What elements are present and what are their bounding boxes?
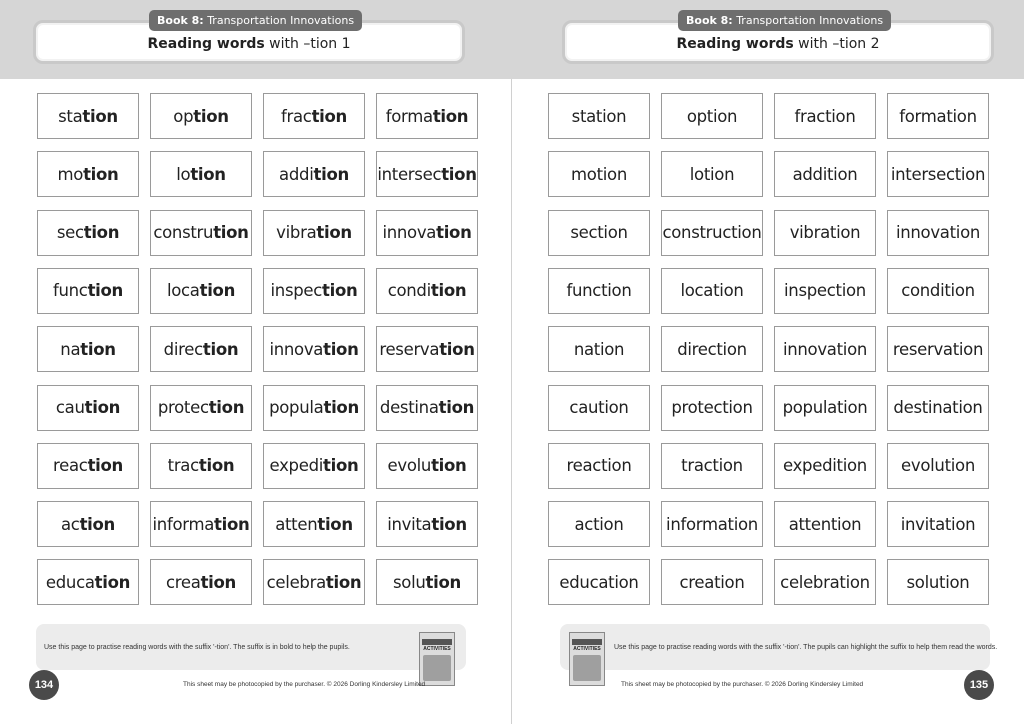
word-card xyxy=(887,326,989,372)
word-text: protection xyxy=(671,398,753,417)
teacher-note-box xyxy=(560,624,998,670)
word-card xyxy=(376,326,478,372)
word-card xyxy=(548,268,650,314)
word-card xyxy=(37,559,139,605)
word-suffix: tion xyxy=(431,456,467,476)
word-card xyxy=(150,559,252,605)
word-text: population xyxy=(782,398,868,417)
word-text: education xyxy=(559,572,639,592)
word-card xyxy=(376,210,478,256)
word-card xyxy=(774,501,876,547)
word-card xyxy=(548,210,650,256)
word-suffix: tion xyxy=(439,339,475,359)
word-suffix: tion xyxy=(83,164,119,184)
word-suffix: tion xyxy=(441,164,477,184)
word-card xyxy=(887,151,989,197)
word-card xyxy=(887,443,989,489)
word-stem: condi xyxy=(387,281,431,301)
word-text: evolution xyxy=(901,456,975,476)
book-tab xyxy=(149,10,362,31)
word-stem: reac xyxy=(53,456,88,476)
word-stem: innova xyxy=(269,339,324,359)
word-card xyxy=(376,151,478,197)
word-card xyxy=(887,210,989,256)
word-suffix: tion xyxy=(83,223,120,243)
word-text: option xyxy=(686,106,738,126)
word-text: innovation xyxy=(782,339,868,359)
word-card xyxy=(37,93,139,139)
word-text: invitation xyxy=(900,514,976,534)
word-card xyxy=(774,210,876,256)
word-stem: sta xyxy=(58,106,83,126)
word-stem: innova xyxy=(382,223,437,243)
word-card xyxy=(548,326,650,372)
word-card xyxy=(887,501,989,547)
word-text: action xyxy=(574,514,624,534)
book-tab xyxy=(678,10,891,31)
word-text: traction xyxy=(681,456,743,476)
word-suffix: tion xyxy=(317,514,353,534)
word-stem: cau xyxy=(55,398,85,417)
word-text: expedition xyxy=(783,456,867,476)
word-card xyxy=(376,559,478,605)
word-card xyxy=(774,559,876,605)
word-stem: reserva xyxy=(379,339,440,359)
word-stem: informa xyxy=(152,514,215,534)
word-card xyxy=(661,443,763,489)
word-suffix: tion xyxy=(323,398,359,417)
word-stem: solu xyxy=(393,572,426,592)
word-stem: trac xyxy=(167,456,199,476)
word-text: inspection xyxy=(784,281,866,301)
word-suffix: tion xyxy=(84,398,121,417)
word-card xyxy=(150,501,252,547)
word-stem: direc xyxy=(163,339,203,359)
teacher-note-box xyxy=(36,624,466,670)
word-card xyxy=(150,151,252,197)
word-suffix: tion xyxy=(208,398,245,417)
word-card xyxy=(661,559,763,605)
word-text: reservation xyxy=(892,339,984,359)
word-card xyxy=(887,559,989,605)
word-text: celebration xyxy=(780,572,870,592)
word-stem: vibra xyxy=(276,223,317,243)
word-text: nation xyxy=(573,339,625,359)
word-text: motion xyxy=(571,164,627,184)
word-card xyxy=(774,151,876,197)
word-card xyxy=(263,559,365,605)
word-suffix: tion xyxy=(436,223,472,243)
word-suffix: tion xyxy=(193,106,229,126)
word-suffix: tion xyxy=(322,281,358,301)
word-text: destination xyxy=(893,398,983,417)
word-card xyxy=(150,93,252,139)
page-number: 135 xyxy=(964,670,994,700)
copyright-footer: This sheet may be photocopied by the purchaser. © 2026 Dorling Kindersley Limited xyxy=(183,681,426,688)
word-card xyxy=(548,93,650,139)
word-text: solution xyxy=(906,572,970,592)
word-card xyxy=(661,93,763,139)
word-stem: addi xyxy=(279,164,314,184)
word-stem: loca xyxy=(166,281,200,301)
cover-title: ACTIVITIES xyxy=(423,646,451,652)
word-card xyxy=(150,385,252,431)
word-card xyxy=(661,385,763,431)
word-text: intersection xyxy=(890,164,986,184)
word-suffix: tion xyxy=(79,514,116,534)
word-stem: protec xyxy=(157,398,209,417)
word-card xyxy=(548,443,650,489)
book-cover-thumbnail xyxy=(419,632,455,686)
word-card xyxy=(37,268,139,314)
word-suffix: tion xyxy=(190,164,226,184)
word-text: function xyxy=(566,281,632,301)
word-card xyxy=(661,210,763,256)
word-suffix: tion xyxy=(323,456,359,476)
word-suffix: tion xyxy=(323,339,359,359)
word-suffix: tion xyxy=(325,572,362,592)
right-page xyxy=(512,0,1024,724)
word-text: lotion xyxy=(689,164,735,184)
page-title-bold: Reading words xyxy=(147,36,265,52)
word-text: information xyxy=(666,514,758,534)
word-stem: op xyxy=(173,106,194,126)
word-suffix: tion xyxy=(82,106,118,126)
word-suffix: tion xyxy=(313,164,349,184)
word-card xyxy=(548,501,650,547)
book-cover-thumbnail xyxy=(569,632,605,686)
word-card xyxy=(37,326,139,372)
word-card xyxy=(774,385,876,431)
word-card xyxy=(263,93,365,139)
word-card xyxy=(774,93,876,139)
word-suffix: tion xyxy=(200,572,236,592)
book-label: Book 8: xyxy=(157,14,204,27)
word-card xyxy=(150,326,252,372)
word-stem: sec xyxy=(56,223,84,243)
word-card xyxy=(548,559,650,605)
word-suffix: tion xyxy=(202,339,239,359)
word-suffix: tion xyxy=(198,456,235,476)
word-card xyxy=(774,326,876,372)
word-stem: invita xyxy=(387,514,432,534)
word-card xyxy=(37,443,139,489)
word-suffix: tion xyxy=(431,514,467,534)
word-text: attention xyxy=(788,514,862,534)
word-text: condition xyxy=(901,281,975,301)
word-card xyxy=(774,443,876,489)
word-card xyxy=(887,385,989,431)
word-suffix: tion xyxy=(94,572,131,592)
book-title: Transportation Innovations xyxy=(207,14,355,27)
word-stem: intersec xyxy=(377,164,442,184)
word-card xyxy=(376,268,478,314)
word-stem: expedi xyxy=(269,456,324,476)
word-card xyxy=(548,151,650,197)
word-stem: func xyxy=(52,281,88,301)
word-card xyxy=(887,268,989,314)
page-number: 134 xyxy=(29,670,59,700)
copyright-footer: This sheet may be photocopied by the purchaser. © 2026 Dorling Kindersley Limited xyxy=(621,681,864,688)
word-card xyxy=(376,385,478,431)
word-text: vibration xyxy=(789,223,861,243)
word-suffix: tion xyxy=(432,106,469,126)
word-stem: evolu xyxy=(387,456,432,476)
word-suffix: tion xyxy=(316,223,352,243)
word-card xyxy=(263,326,365,372)
word-suffix: tion xyxy=(87,281,124,301)
word-suffix: tion xyxy=(80,339,116,359)
word-card xyxy=(150,268,252,314)
word-card xyxy=(263,151,365,197)
word-stem: educa xyxy=(45,572,95,592)
book-title: Transportation Innovations xyxy=(736,14,884,27)
word-text: formation xyxy=(899,106,977,126)
word-card xyxy=(37,210,139,256)
word-stem: inspec xyxy=(270,281,323,301)
word-card xyxy=(263,268,365,314)
word-card xyxy=(150,443,252,489)
word-suffix: tion xyxy=(214,514,250,534)
word-card xyxy=(376,443,478,489)
word-stem: destina xyxy=(379,398,439,417)
word-text: reaction xyxy=(566,456,632,476)
word-stem: constru xyxy=(153,223,214,243)
cover-band xyxy=(422,639,452,645)
cover-title: ACTIVITIES xyxy=(573,646,601,652)
cover-illustration xyxy=(423,655,451,681)
cover-band xyxy=(572,639,602,645)
word-card xyxy=(37,151,139,197)
word-text: fraction xyxy=(794,106,856,126)
page-title-bold: Reading words xyxy=(676,36,794,52)
book-label: Book 8: xyxy=(686,14,733,27)
word-stem: ac xyxy=(60,514,80,534)
word-text: innovation xyxy=(895,223,981,243)
word-stem: mo xyxy=(57,164,84,184)
word-stem: atten xyxy=(275,514,318,534)
teacher-note: Use this page to practise reading words with the suffix '-tion'. The pupils can highlight the suffix to help them read the words. xyxy=(614,644,998,651)
word-text: section xyxy=(570,223,628,243)
word-suffix: tion xyxy=(199,281,236,301)
word-stem: celebra xyxy=(266,572,326,592)
word-text: addition xyxy=(792,164,858,184)
word-text: creation xyxy=(679,572,745,592)
word-card xyxy=(661,501,763,547)
word-card xyxy=(150,210,252,256)
word-card xyxy=(37,385,139,431)
word-card xyxy=(661,326,763,372)
word-card xyxy=(376,93,478,139)
word-card xyxy=(774,268,876,314)
word-stem: forma xyxy=(385,106,433,126)
word-card xyxy=(263,443,365,489)
page-title-rest: with –tion 2 xyxy=(798,36,880,52)
word-card xyxy=(887,93,989,139)
word-card xyxy=(661,151,763,197)
word-stem: frac xyxy=(280,106,312,126)
word-card xyxy=(263,385,365,431)
word-suffix: tion xyxy=(430,281,467,301)
word-text: construction xyxy=(662,223,762,243)
teacher-note: Use this page to practise reading words with the suffix '-tion'. The suffix is in bold to help the pupils. xyxy=(44,644,350,651)
word-card xyxy=(548,385,650,431)
word-stem: popula xyxy=(269,398,324,417)
word-suffix: tion xyxy=(438,398,475,417)
word-text: station xyxy=(571,106,627,126)
word-stem: na xyxy=(60,339,81,359)
word-card xyxy=(263,501,365,547)
word-text: caution xyxy=(569,398,629,417)
word-stem: lo xyxy=(176,164,191,184)
word-card xyxy=(661,268,763,314)
word-card xyxy=(376,501,478,547)
word-text: location xyxy=(680,281,744,301)
word-suffix: tion xyxy=(87,456,123,476)
word-card xyxy=(263,210,365,256)
word-suffix: tion xyxy=(213,223,249,243)
cover-illustration xyxy=(573,655,601,681)
word-suffix: tion xyxy=(425,572,461,592)
page-title-rest: with –tion 1 xyxy=(269,36,351,52)
word-text: direction xyxy=(677,339,747,359)
word-suffix: tion xyxy=(311,106,347,126)
word-card xyxy=(37,501,139,547)
word-stem: crea xyxy=(166,572,201,592)
